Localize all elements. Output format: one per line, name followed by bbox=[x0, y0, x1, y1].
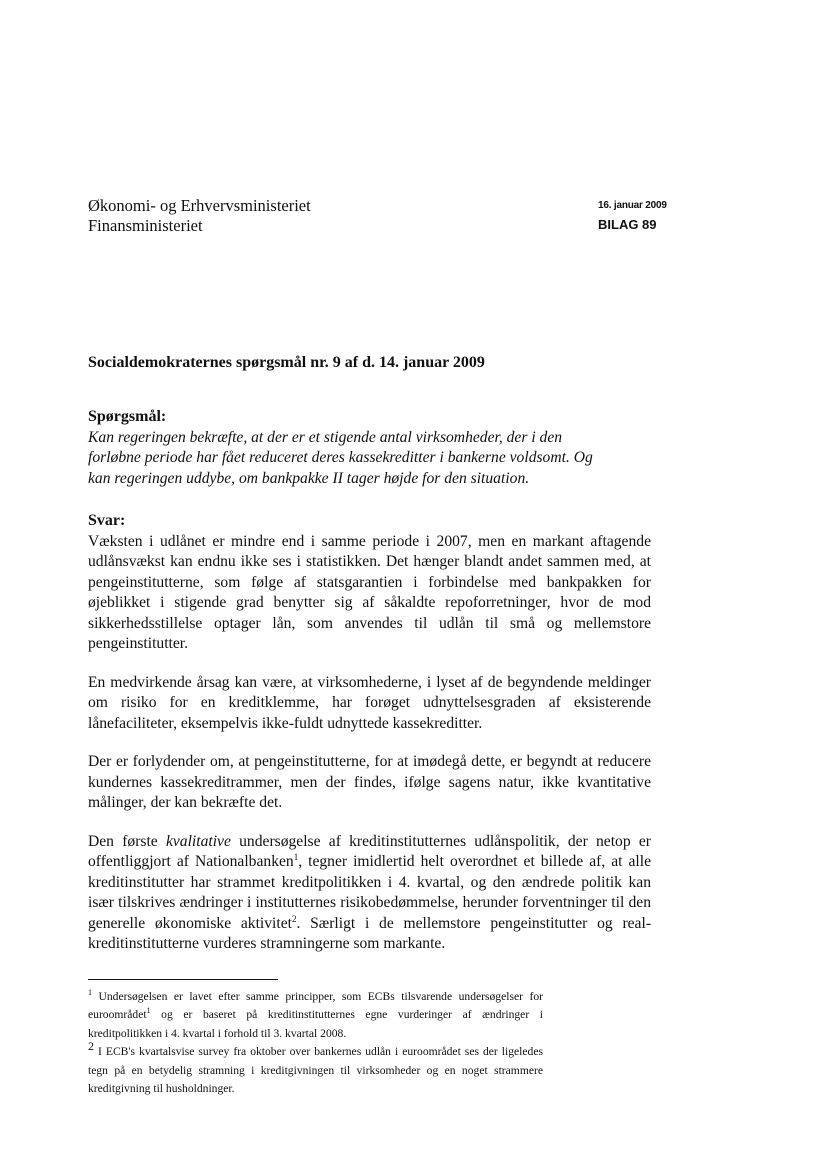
text-segment: . Særligt i de mellemstore pengeinstitutter og realkreditinstitutterne vurderes stramningerne som markante. bbox=[88, 914, 652, 952]
footnote-mark: 2 bbox=[88, 1039, 94, 1054]
footnote-1 bbox=[88, 988, 543, 1044]
answer-section bbox=[88, 511, 651, 655]
document-body bbox=[88, 353, 651, 1099]
document-date: 16. januar 2009 bbox=[598, 200, 667, 211]
answer-paragraph: Der er forlydender om, at pengeinstitutterne, for at imødegå dette, er begyndt at reducere kundernes kassekreditrammer, men der findes, ifølge sagens natur, ikke kvantitative målinger, der kan bekræfte det. bbox=[88, 753, 651, 811]
ministry-name: Økonomi- og Erhvervsministeriet bbox=[88, 196, 311, 215]
footnote-ref[interactable]: 2 bbox=[291, 913, 297, 924]
ministry-header bbox=[88, 196, 311, 236]
document-meta bbox=[598, 200, 667, 232]
footnote-ref[interactable]: 1 bbox=[293, 851, 299, 862]
ministry-name: Finansministeriet bbox=[88, 216, 203, 235]
footnote-2 bbox=[88, 1039, 543, 1099]
answer-paragraph bbox=[88, 832, 651, 955]
footnote-text: Undersøgelsen er lavet efter samme principper, som ECBs tilsvarende undersøgelser for euroområdet bbox=[88, 989, 543, 1022]
document-title: Socialdemokraternes spørgsmål nr. 9 af d. 14. januar 2009 bbox=[88, 354, 485, 371]
emphasis: kvalitative bbox=[165, 832, 231, 850]
answer-label: Svar: bbox=[88, 512, 126, 529]
answer-paragraph: Væksten i udlånet er mindre end i samme periode i 2007, men en markant aftagende udlånsvækst kan endnu ikke ses i statistikken. Det hænger blandt andet sammen med, at pengeinstitutterne, som følge af statsgarantien i forbindelse med bankpakken for øjeblikket i stigende grad benytter sig af såkaldte repoforretninger, hvor de mod sikkerhedsstillelse optager lån, som anvendes til udlån til små og mellemstore pengeinstitutter. bbox=[88, 532, 651, 652]
footnote-mark: 1 bbox=[88, 987, 92, 997]
question-text: Kan regeringen bekræfte, at der er et stigende antal virksomheder, der i den forløbne periode har fået reduceret deres kassekreditter i bankerne voldsomt. Og kan regeringen uddybe, om bankpakke II tager højde for den situation. bbox=[88, 428, 593, 487]
answer-paragraph: En medvirkende årsag kan være, at virksomhederne, i lyset af de begyndende meldinger om risiko for en kreditklemme, har forøget udnyttelsesgraden af eksisterende lånefaciliteter, eksempelvis ikke-fuldt udnyttede kassekreditter. bbox=[88, 673, 651, 732]
footnote-ref: 1 bbox=[146, 1006, 151, 1016]
bilag-number: BILAG 89 bbox=[598, 217, 657, 232]
text-segment: Den første bbox=[88, 832, 166, 850]
question-label: Spørgsmål: bbox=[88, 408, 167, 425]
text-segment: undersøgelse af kreditinstitutternes udlånspolitik, der netop er offentliggjort af Nationalbanken bbox=[88, 832, 651, 870]
text-segment: , tegner imidlertid helt overordnet et billede af, at alle kreditinstitutter har strammet kreditpolitikken i 4. kvartal, og den ændrede politik kan især tilskrives ændringer i institutternes risikobedømmelse, herunder forventninger til den generelle økonomiske aktivitet bbox=[88, 853, 651, 932]
question-section bbox=[88, 407, 651, 489]
footnote-text: og er baseret på kreditinstitutternes egne vurderinger af ændringer i kreditpolitikken i 4. kvartal i forhold til 3. kvartal 2008. bbox=[88, 1008, 543, 1040]
footnote-divider bbox=[88, 979, 278, 980]
footnote-text: I ECB's kvartalsvise survey fra oktober over bankernes udlån i euroområdet ses der ligeledes tegn på en betydelig stramning i kreditgivningen til virksomheder og en noget strammere kreditgivning til husholdninger. bbox=[88, 1045, 543, 1096]
